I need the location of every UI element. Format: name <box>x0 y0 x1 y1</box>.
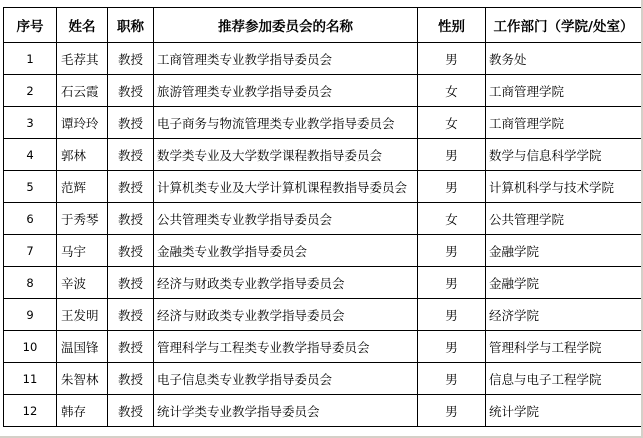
cell-name[interactable]: 范辉 <box>57 171 108 203</box>
cell-committee[interactable]: 旅游管理类专业教学指导委员会 <box>154 75 418 107</box>
table-row <box>4 107 642 139</box>
cell-name[interactable]: 谭玲玲 <box>57 107 108 139</box>
cell-name[interactable]: 毛荐其 <box>57 43 108 75</box>
cell-dept[interactable]: 经济学院 <box>486 299 642 331</box>
cell-title[interactable]: 教授 <box>108 267 154 299</box>
cell-name[interactable]: 石云霞 <box>57 75 108 107</box>
cell-no[interactable]: 11 <box>4 363 57 395</box>
cell-committee[interactable]: 经济与财政类专业教学指导委员会 <box>154 267 418 299</box>
table-row <box>4 43 642 75</box>
cell-gender[interactable]: 男 <box>418 235 486 267</box>
cell-gender[interactable]: 男 <box>418 331 486 363</box>
table-row <box>4 395 642 427</box>
table-row <box>4 235 642 267</box>
cell-title[interactable]: 教授 <box>108 395 154 427</box>
cell-no[interactable]: 9 <box>4 299 57 331</box>
cell-dept[interactable]: 工商管理学院 <box>486 107 642 139</box>
cell-gender[interactable]: 男 <box>418 139 486 171</box>
cell-dept[interactable]: 金融学院 <box>486 267 642 299</box>
header-cell-title[interactable]: 职称 <box>108 8 154 43</box>
cell-title[interactable]: 教授 <box>108 203 154 235</box>
cell-gender[interactable]: 女 <box>418 75 486 107</box>
cell-title[interactable]: 教授 <box>108 363 154 395</box>
header-cell-dept[interactable]: 工作部门（学院/处室） <box>486 8 642 43</box>
table-row <box>4 139 642 171</box>
cell-title[interactable]: 教授 <box>108 171 154 203</box>
cell-dept[interactable]: 数学与信息科学学院 <box>486 139 642 171</box>
cell-dept[interactable]: 管理科学与工程学院 <box>486 331 642 363</box>
cell-dept[interactable]: 公共管理学院 <box>486 203 642 235</box>
cell-name[interactable]: 王发明 <box>57 299 108 331</box>
cell-title[interactable]: 教授 <box>108 139 154 171</box>
cell-committee[interactable]: 公共管理类专业教学指导委员会 <box>154 203 418 235</box>
cell-no[interactable]: 6 <box>4 203 57 235</box>
cell-dept[interactable]: 工商管理学院 <box>486 75 642 107</box>
cell-dept[interactable]: 教务处 <box>486 43 642 75</box>
cell-no[interactable]: 7 <box>4 235 57 267</box>
cell-dept[interactable]: 金融学院 <box>486 235 642 267</box>
table-row <box>4 299 642 331</box>
cell-name[interactable]: 朱智林 <box>57 363 108 395</box>
cell-name[interactable]: 于秀琴 <box>57 203 108 235</box>
table-row <box>4 331 642 363</box>
cell-committee[interactable]: 电子商务与物流管理类专业教学指导委员会 <box>154 107 418 139</box>
cell-title[interactable]: 教授 <box>108 107 154 139</box>
cell-gender[interactable]: 男 <box>418 299 486 331</box>
cell-gender[interactable]: 女 <box>418 203 486 235</box>
cell-gender[interactable]: 男 <box>418 363 486 395</box>
header-cell-no[interactable]: 序号 <box>4 8 57 43</box>
cell-no[interactable]: 12 <box>4 395 57 427</box>
cell-committee[interactable]: 数学类专业及大学数学课程教指导委员会 <box>154 139 418 171</box>
cell-dept[interactable]: 统计学院 <box>486 395 642 427</box>
cell-committee[interactable]: 计算机类专业及大学计算机课程教指导委员会 <box>154 171 418 203</box>
cell-committee[interactable]: 经济与财政类专业教学指导委员会 <box>154 299 418 331</box>
cell-title[interactable]: 教授 <box>108 299 154 331</box>
cell-name[interactable]: 温国锋 <box>57 331 108 363</box>
table-row <box>4 363 642 395</box>
cell-committee[interactable]: 统计学类专业教学指导委员会 <box>154 395 418 427</box>
cell-name[interactable]: 马宇 <box>57 235 108 267</box>
cell-title[interactable]: 教授 <box>108 43 154 75</box>
cell-no[interactable]: 8 <box>4 267 57 299</box>
cell-title[interactable]: 教授 <box>108 235 154 267</box>
table-row <box>4 75 642 107</box>
cell-no[interactable]: 5 <box>4 171 57 203</box>
cell-committee[interactable]: 管理科学与工程类专业教学指导委员会 <box>154 331 418 363</box>
cell-title[interactable]: 教授 <box>108 75 154 107</box>
cell-gender[interactable]: 男 <box>418 267 486 299</box>
cell-committee[interactable]: 电子信息类专业教学指导委员会 <box>154 363 418 395</box>
cell-title[interactable]: 教授 <box>108 331 154 363</box>
cell-no[interactable]: 4 <box>4 139 57 171</box>
cell-name[interactable]: 韩存 <box>57 395 108 427</box>
table-row <box>4 203 642 235</box>
cell-name[interactable]: 郭林 <box>57 139 108 171</box>
cell-dept[interactable]: 信息与电子工程学院 <box>486 363 642 395</box>
table-row <box>4 267 642 299</box>
cell-committee[interactable]: 金融类专业教学指导委员会 <box>154 235 418 267</box>
cell-gender[interactable]: 男 <box>418 395 486 427</box>
cell-no[interactable]: 2 <box>4 75 57 107</box>
cell-committee[interactable]: 工商管理类专业教学指导委员会 <box>154 43 418 75</box>
cell-gender[interactable]: 男 <box>418 43 486 75</box>
header-cell-name[interactable]: 姓名 <box>57 8 108 43</box>
header-cell-gender[interactable]: 性别 <box>418 8 486 43</box>
header-cell-committee[interactable]: 推荐参加委员会的名称 <box>154 8 418 43</box>
cell-gender[interactable]: 男 <box>418 171 486 203</box>
cell-gender[interactable]: 女 <box>418 107 486 139</box>
cell-no[interactable]: 10 <box>4 331 57 363</box>
cell-dept[interactable]: 计算机科学与技术学院 <box>486 171 642 203</box>
cell-no[interactable]: 1 <box>4 43 57 75</box>
table-row <box>4 171 642 203</box>
committee-table <box>3 7 642 427</box>
cell-name[interactable]: 辛波 <box>57 267 108 299</box>
header-row <box>4 8 642 43</box>
cell-no[interactable]: 3 <box>4 107 57 139</box>
